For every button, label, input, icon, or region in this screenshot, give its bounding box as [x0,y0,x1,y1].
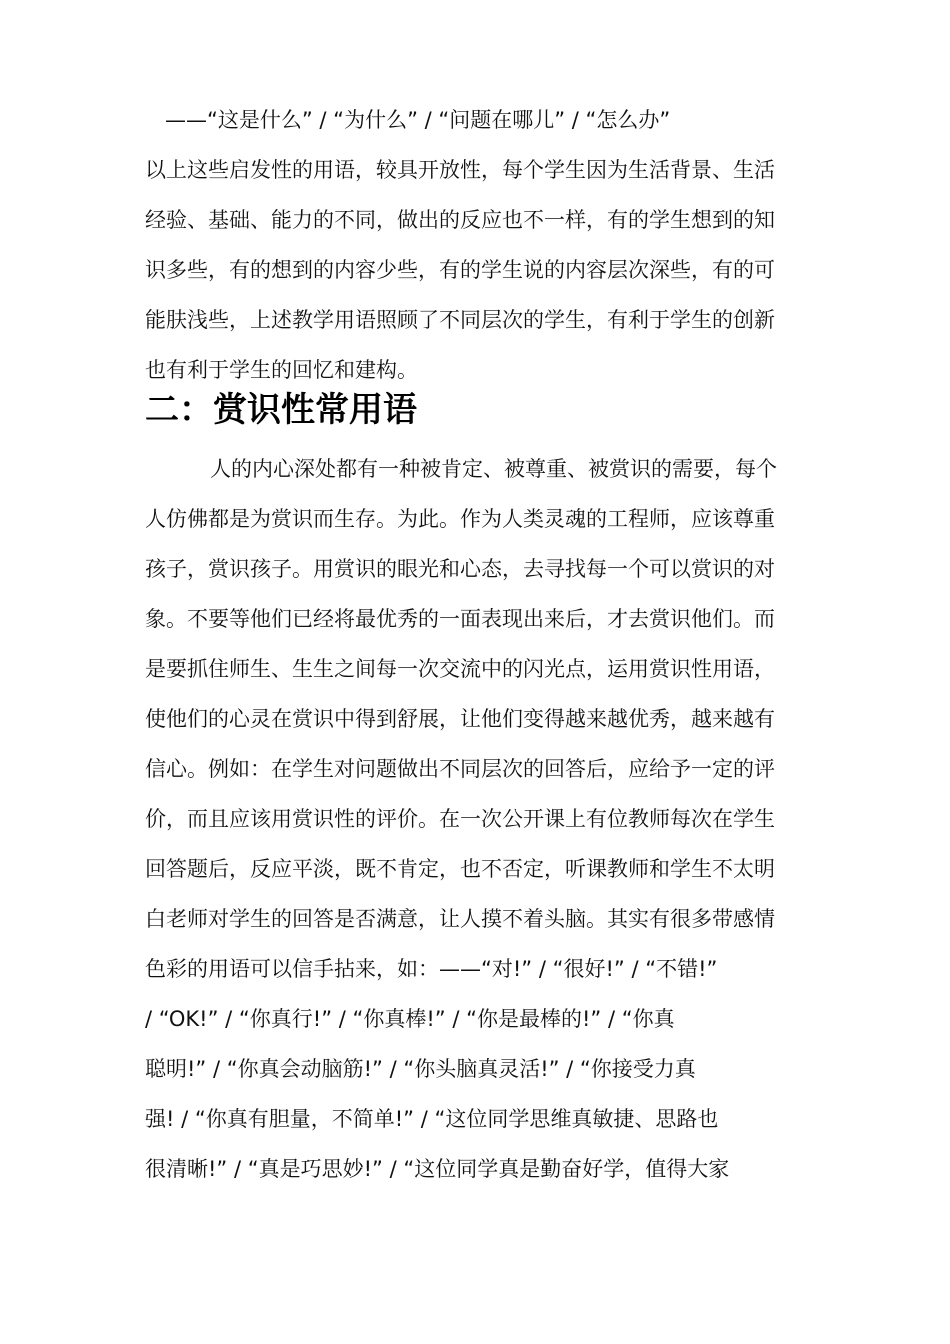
paragraph-line: 孩子，赏识孩子。用赏识的眼光和心态，去寻找每一个可以赏识的对 [145,557,775,581]
paragraph-line: 白老师对学生的回答是否满意，让人摸不着头脑。其实有很多带感情 [145,907,775,931]
paragraph-line: 回答题后，反应平淡，既不肯定，也不否定，听课教师和学生不太明 [145,857,775,881]
paragraph-line: 是要抓住师生、生生之间每一次交流中的闪光点，运用赏识性用语， [145,657,775,681]
paragraph-line: 信心。例如：在学生对问题做出不同层次的回答后，应给予一定的评 [145,757,775,781]
paragraph-line: 能肤浅些，上述教学用语照顾了不同层次的学生，有利于学生的创新 [145,308,775,332]
section-heading: 二：赏识性常用语 [145,390,417,430]
paragraph-line: 也有利于学生的回忆和建构。 [145,358,418,382]
paragraph-line: 使他们的心灵在赏识中得到舒展，让他们变得越来越优秀，越来越有 [145,707,775,731]
paragraph-line: / “OK!” / “你真行!” / “你真棒!” / “你是最棒的!” / “你真 [145,1007,675,1031]
paragraph-line: 象。不要等他们已经将最优秀的一面表现出来后，才去赏识他们。而 [145,607,775,631]
paragraph-line: 价，而且应该用赏识性的评价。在一次公开课上有位教师每次在学生 [145,807,775,831]
paragraph-line: 经验、基础、能力的不同，做出的反应也不一样，有的学生想到的知 [145,208,775,232]
paragraph-line: 很清晰!” / “真是巧思妙!” / “这位同学真是勤奋好学，值得大家 [145,1157,730,1181]
paragraph-line: 色彩的用语可以信手拈来，如：——“对!” / “很好!” / “不错!” [145,957,718,981]
paragraph-line: ——“这是什么” / “为什么” / “问题在哪儿” / “怎么办” [165,108,671,132]
paragraph-line: 以上这些启发性的用语，较具开放性，每个学生因为生活背景、生活 [145,158,775,182]
paragraph-line: 聪明!” / “你真会动脑筋!” / “你头脑真灵活!” / “你接受力真 [145,1057,696,1081]
paragraph-line: 强! / “你真有胆量，不简单!” / “这位同学思维真敏捷、思路也 [145,1107,719,1131]
paragraph-line: 识多些，有的想到的内容少些，有的学生说的内容层次深些，有的可 [145,258,775,282]
paragraph-line: 人仿佛都是为赏识而生存。为此。作为人类灵魂的工程师，应该尊重 [145,507,775,531]
paragraph-line: 人的内心深处都有一种被肯定、被尊重、被赏识的需要，每个 [210,457,777,481]
